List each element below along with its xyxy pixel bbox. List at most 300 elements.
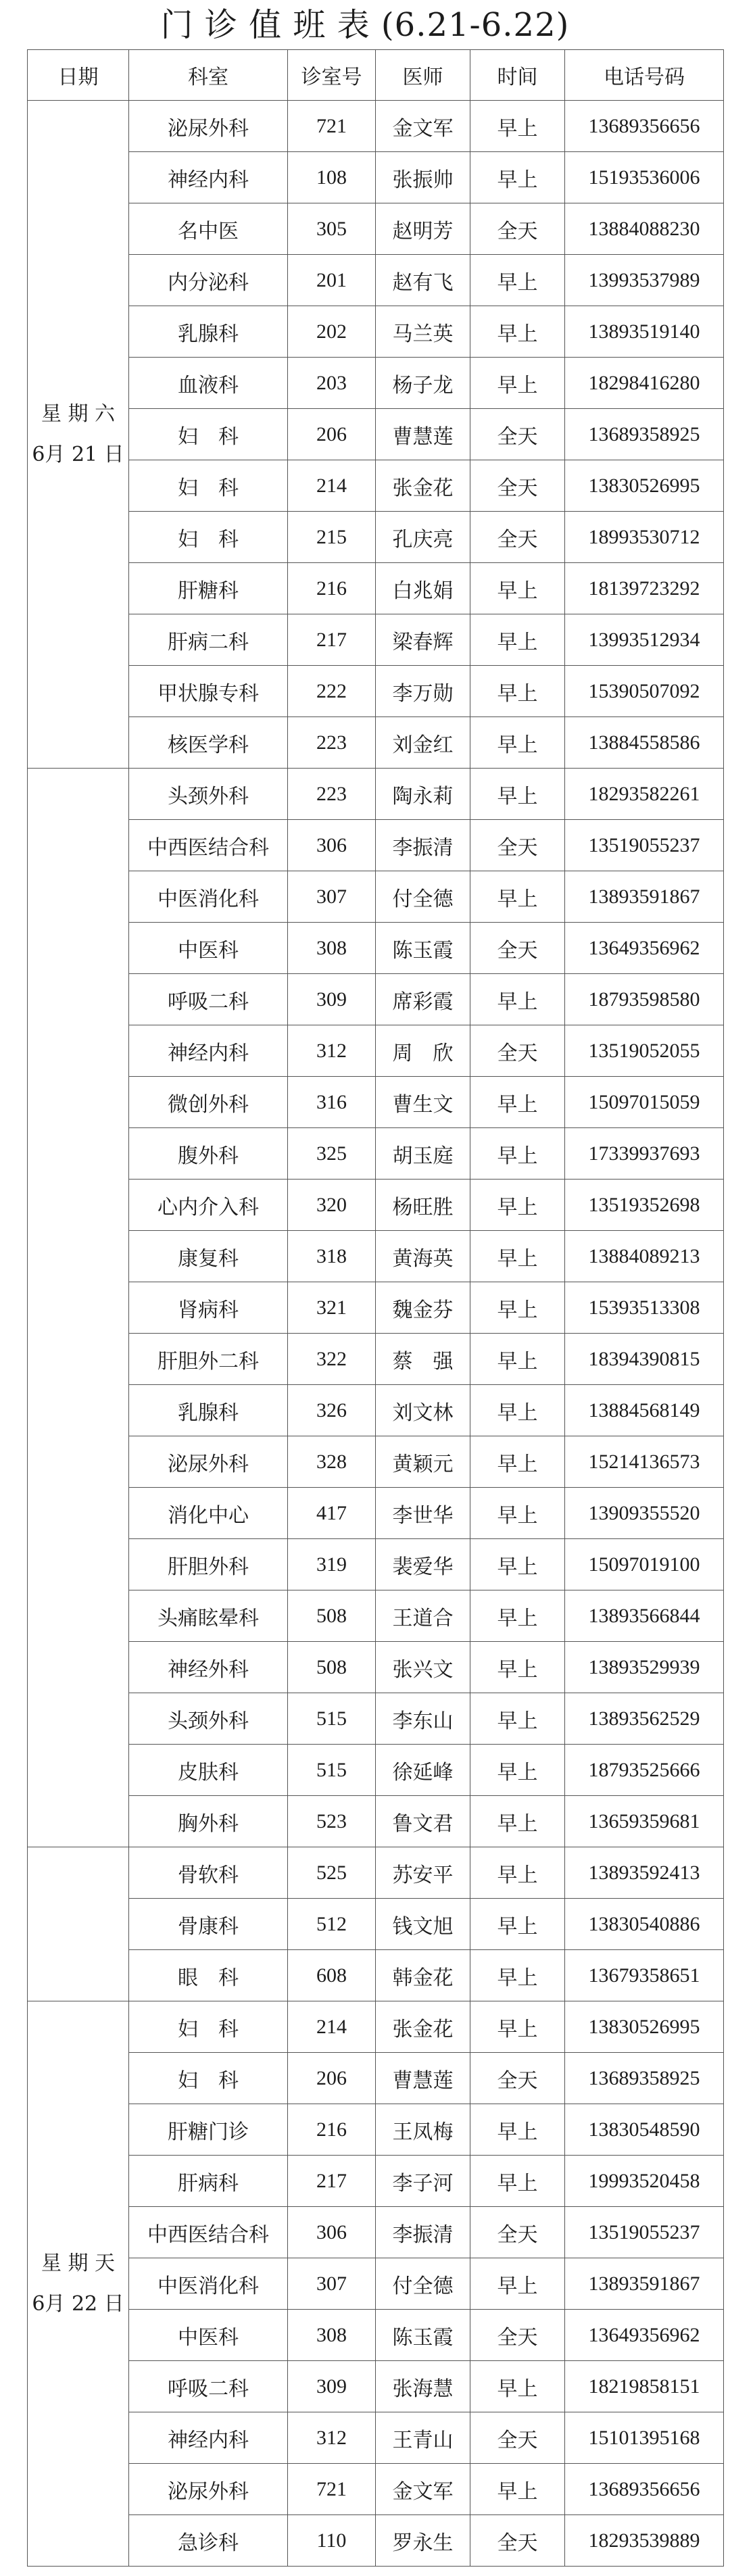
table-row [28,2053,724,2104]
time-cell: 全天 [470,820,565,871]
department-cell: 泌尿外科 [129,1436,288,1488]
department-cell: 神经外科 [129,1642,288,1693]
department-cell: 泌尿外科 [129,101,288,152]
department-cell: 腹外科 [129,1128,288,1180]
department-cell: 眼 科 [129,1950,288,2001]
room-cell: 202 [288,306,376,358]
room-cell: 203 [288,358,376,409]
phone-cell: 15214136573 [565,1436,724,1488]
time-cell: 早上 [470,974,565,1025]
room-cell: 215 [288,512,376,563]
time-cell: 早上 [470,255,565,306]
day-cell [28,769,129,1847]
department-cell: 肝胆外科 [129,1539,288,1590]
phone-cell: 18993530712 [565,512,724,563]
room-cell: 110 [288,2515,376,2567]
room-cell: 305 [288,203,376,255]
phone-cell: 13893529939 [565,1642,724,1693]
time-cell: 早上 [470,152,565,203]
department-cell: 乳腺科 [129,1385,288,1436]
phone-cell: 13830548590 [565,2104,724,2156]
department-cell: 名中医 [129,203,288,255]
table-row [28,2258,724,2310]
phone-cell: 13993537989 [565,255,724,306]
doctor-cell: 孔庆亮 [376,512,470,563]
room-cell: 307 [288,2258,376,2310]
room-cell: 417 [288,1488,376,1539]
department-cell: 胸外科 [129,1796,288,1847]
doctor-cell: 周 欣 [376,1025,470,1077]
table-row [28,255,724,306]
doctor-cell: 蔡 强 [376,1334,470,1385]
room-cell: 318 [288,1231,376,1282]
doctor-cell: 张金花 [376,2001,470,2053]
phone-cell: 13689358925 [565,409,724,460]
header-department: 科室 [129,50,288,101]
room-cell: 512 [288,1899,376,1950]
department-cell: 急诊科 [129,2515,288,2567]
table-row [28,1334,724,1385]
header-phone: 电话号码 [565,50,724,101]
table-row [28,923,724,974]
room-cell: 308 [288,923,376,974]
department-cell: 妇 科 [129,409,288,460]
department-cell: 妇 科 [129,2001,288,2053]
doctor-cell: 金文军 [376,2464,470,2515]
table-row [28,1231,724,1282]
department-cell: 妇 科 [129,460,288,512]
table-row [28,614,724,666]
phone-cell: 13679358651 [565,1950,724,2001]
table-row [28,1642,724,1693]
department-cell: 中西医结合科 [129,2207,288,2258]
doctor-cell: 刘金红 [376,717,470,769]
table-row [28,460,724,512]
department-cell: 妇 科 [129,2053,288,2104]
room-cell: 309 [288,974,376,1025]
room-cell: 216 [288,2104,376,2156]
time-cell: 早上 [470,1950,565,2001]
room-cell: 328 [288,1436,376,1488]
doctor-cell: 李子河 [376,2156,470,2207]
time-cell: 全天 [470,1025,565,1077]
department-cell: 中医消化科 [129,871,288,923]
phone-cell: 19993520458 [565,2156,724,2207]
table-row [28,769,724,820]
table-row [28,512,724,563]
doctor-cell: 李东山 [376,1693,470,1745]
room-cell: 217 [288,614,376,666]
doctor-cell: 韩金花 [376,1950,470,2001]
department-cell: 呼吸二科 [129,2361,288,2412]
department-cell: 神经内科 [129,152,288,203]
time-cell: 早上 [470,2001,565,2053]
doctor-cell: 李振清 [376,2207,470,2258]
table-row [28,1385,724,1436]
table-row [28,1180,724,1231]
doctor-cell: 赵明芳 [376,203,470,255]
table-row [28,1077,724,1128]
time-cell: 早上 [470,614,565,666]
department-cell: 呼吸二科 [129,974,288,1025]
phone-cell: 13519052055 [565,1025,724,1077]
time-cell: 全天 [470,923,565,974]
phone-cell: 13649356962 [565,2310,724,2361]
duty-roster-table [27,49,724,2567]
table-row [28,101,724,152]
phone-cell: 15193536006 [565,152,724,203]
phone-cell: 13519055237 [565,820,724,871]
phone-cell: 15393513308 [565,1282,724,1334]
day-cell [28,101,129,769]
time-cell: 早上 [470,1693,565,1745]
phone-cell: 18293582261 [565,769,724,820]
doctor-cell: 徐延峰 [376,1745,470,1796]
doctor-cell: 王青山 [376,2412,470,2464]
department-cell: 心内介入科 [129,1180,288,1231]
header-doctor: 医师 [376,50,470,101]
day-label: 星 期 天 [41,2251,116,2275]
time-cell: 早上 [470,2156,565,2207]
time-cell: 早上 [470,1488,565,1539]
phone-cell: 13884568149 [565,1385,724,1436]
day-label: 星 期 六 [41,402,116,426]
phone-cell: 13893562529 [565,1693,724,1745]
room-cell: 222 [288,666,376,717]
doctor-cell: 张金花 [376,460,470,512]
time-cell: 早上 [470,1899,565,1950]
table-row [28,717,724,769]
doctor-cell: 赵有飞 [376,255,470,306]
doctor-cell: 曹生文 [376,1077,470,1128]
phone-cell: 13830540886 [565,1899,724,1950]
room-cell: 721 [288,2464,376,2515]
time-cell: 早上 [470,1436,565,1488]
table-row [28,1282,724,1334]
time-cell: 早上 [470,1642,565,1693]
room-cell: 223 [288,717,376,769]
room-cell: 608 [288,1950,376,2001]
department-cell: 中医消化科 [129,2258,288,2310]
room-cell: 308 [288,2310,376,2361]
time-cell: 全天 [470,512,565,563]
department-cell: 中西医结合科 [129,820,288,871]
time-cell: 早上 [470,666,565,717]
doctor-cell: 罗永生 [376,2515,470,2567]
phone-cell: 18394390815 [565,1334,724,1385]
time-cell: 早上 [470,1334,565,1385]
table-row [28,409,724,460]
doctor-cell: 白兆娟 [376,563,470,614]
time-cell: 全天 [470,203,565,255]
department-cell: 妇 科 [129,512,288,563]
doctor-cell: 胡玉庭 [376,1128,470,1180]
phone-cell: 13830526995 [565,460,724,512]
table-row [28,1950,724,2001]
table-row [28,2515,724,2567]
time-cell: 早上 [470,1077,565,1128]
room-cell: 320 [288,1180,376,1231]
header-time: 时间 [470,50,565,101]
room-cell: 216 [288,563,376,614]
phone-cell: 13884558586 [565,717,724,769]
doctor-cell: 魏金芬 [376,1282,470,1334]
table-row [28,2310,724,2361]
table-row [28,1488,724,1539]
time-cell: 早上 [470,2464,565,2515]
department-cell: 甲状腺专科 [129,666,288,717]
header-date: 日期 [28,50,129,101]
time-cell: 全天 [470,2515,565,2567]
department-cell: 骨康科 [129,1899,288,1950]
table-row [28,974,724,1025]
phone-cell: 13659359681 [565,1796,724,1847]
room-cell: 206 [288,2053,376,2104]
time-cell: 早上 [470,306,565,358]
doctor-cell: 王道合 [376,1590,470,1642]
room-cell: 321 [288,1282,376,1334]
table-row [28,871,724,923]
room-cell: 525 [288,1847,376,1899]
room-cell: 312 [288,2412,376,2464]
doctor-cell: 王凤梅 [376,2104,470,2156]
room-cell: 306 [288,2207,376,2258]
table-row [28,2464,724,2515]
phone-cell: 13884088230 [565,203,724,255]
table-row [28,358,724,409]
department-cell: 头颈外科 [129,769,288,820]
phone-cell: 13689356656 [565,101,724,152]
table-row [28,152,724,203]
department-cell: 微创外科 [129,1077,288,1128]
phone-cell: 13893519140 [565,306,724,358]
doctor-cell: 杨子龙 [376,358,470,409]
phone-cell: 13993512934 [565,614,724,666]
room-cell: 316 [288,1077,376,1128]
department-cell: 乳腺科 [129,306,288,358]
room-cell: 217 [288,2156,376,2207]
day-label: 6月 22 日 [32,2291,124,2316]
department-cell: 肝糖门诊 [129,2104,288,2156]
time-cell: 早上 [470,563,565,614]
doctor-cell: 付全德 [376,871,470,923]
doctor-cell: 付全德 [376,2258,470,2310]
doctor-cell: 席彩霞 [376,974,470,1025]
phone-cell: 18298416280 [565,358,724,409]
table-row [28,666,724,717]
time-cell: 早上 [470,1128,565,1180]
doctor-cell: 苏安平 [376,1847,470,1899]
table-row [28,820,724,871]
phone-cell: 15097019100 [565,1539,724,1590]
room-cell: 312 [288,1025,376,1077]
phone-cell: 13893592413 [565,1847,724,1899]
phone-cell: 18793525666 [565,1745,724,1796]
room-cell: 309 [288,2361,376,2412]
time-cell: 全天 [470,2412,565,2464]
doctor-cell: 李振清 [376,820,470,871]
doctor-cell: 杨旺胜 [376,1180,470,1231]
table-row [28,1128,724,1180]
room-cell: 201 [288,255,376,306]
table-row [28,1539,724,1590]
doctor-cell: 李世华 [376,1488,470,1539]
doctor-cell: 马兰英 [376,306,470,358]
table-row [28,2001,724,2053]
phone-cell: 13830526995 [565,2001,724,2053]
time-cell: 早上 [470,1180,565,1231]
phone-cell: 13649356962 [565,923,724,974]
department-cell: 内分泌科 [129,255,288,306]
phone-cell: 18293539889 [565,2515,724,2567]
room-cell: 523 [288,1796,376,1847]
phone-cell: 13893566844 [565,1590,724,1642]
room-cell: 319 [288,1539,376,1590]
department-cell: 肾病科 [129,1282,288,1334]
doctor-cell: 陶永莉 [376,769,470,820]
phone-cell: 13893591867 [565,871,724,923]
room-cell: 721 [288,101,376,152]
phone-cell: 18139723292 [565,563,724,614]
doctor-cell: 陈玉霞 [376,923,470,974]
phone-cell: 15101395168 [565,2412,724,2464]
department-cell: 肝病二科 [129,614,288,666]
department-cell: 头颈外科 [129,1693,288,1745]
department-cell: 肝病科 [129,2156,288,2207]
department-cell: 肝胆外二科 [129,1334,288,1385]
doctor-cell: 曹慧莲 [376,2053,470,2104]
phone-cell: 17339937693 [565,1128,724,1180]
table-row [28,1693,724,1745]
department-cell: 中医科 [129,923,288,974]
time-cell: 早上 [470,1282,565,1334]
room-cell: 307 [288,871,376,923]
phone-cell: 13884089213 [565,1231,724,1282]
time-cell: 早上 [470,1745,565,1796]
time-cell: 早上 [470,769,565,820]
department-cell: 神经内科 [129,2412,288,2464]
table-row [28,563,724,614]
doctor-cell: 曹慧莲 [376,409,470,460]
department-cell: 神经内科 [129,1025,288,1077]
room-cell: 306 [288,820,376,871]
time-cell: 全天 [470,2207,565,2258]
department-cell: 骨软科 [129,1847,288,1899]
day-cell [28,1847,129,2001]
department-cell: 皮肤科 [129,1745,288,1796]
time-cell: 早上 [470,717,565,769]
doctor-cell: 张振帅 [376,152,470,203]
time-cell: 早上 [470,101,565,152]
doctor-cell: 张海慧 [376,2361,470,2412]
time-cell: 早上 [470,1590,565,1642]
roster-body [28,101,724,2567]
room-cell: 325 [288,1128,376,1180]
time-cell: 早上 [470,2258,565,2310]
time-cell: 全天 [470,460,565,512]
department-cell: 消化中心 [129,1488,288,1539]
doctor-cell: 张兴文 [376,1642,470,1693]
room-cell: 508 [288,1590,376,1642]
time-cell: 早上 [470,1796,565,1847]
phone-cell: 13689356656 [565,2464,724,2515]
table-row [28,1025,724,1077]
phone-cell: 15097015059 [565,1077,724,1128]
doctor-cell: 黄颖元 [376,1436,470,1488]
table-row [28,1436,724,1488]
time-cell: 早上 [470,2361,565,2412]
department-cell: 中医科 [129,2310,288,2361]
phone-cell: 18793598580 [565,974,724,1025]
department-cell: 康复科 [129,1231,288,1282]
time-cell: 早上 [470,1847,565,1899]
department-cell: 核医学科 [129,717,288,769]
table-row [28,2412,724,2464]
table-row [28,1796,724,1847]
table-row [28,2104,724,2156]
time-cell: 全天 [470,2310,565,2361]
time-cell: 全天 [470,2053,565,2104]
doctor-cell: 刘文林 [376,1385,470,1436]
doctor-cell: 鲁文君 [376,1796,470,1847]
day-label: 6月 21 日 [32,442,124,466]
doctor-cell: 黄海英 [376,1231,470,1282]
department-cell: 血液科 [129,358,288,409]
room-cell: 508 [288,1642,376,1693]
phone-cell: 13893591867 [565,2258,724,2310]
room-cell: 206 [288,409,376,460]
time-cell: 早上 [470,1231,565,1282]
phone-cell: 13909355520 [565,1488,724,1539]
header-room: 诊室号 [288,50,376,101]
phone-cell: 13689358925 [565,2053,724,2104]
table-row [28,1899,724,1950]
time-cell: 早上 [470,2104,565,2156]
time-cell: 早上 [470,1385,565,1436]
day-cell [28,2001,129,2567]
page-title: 门 诊 值 班 表 (6.21-6.22) [160,6,570,44]
room-cell: 223 [288,769,376,820]
department-cell: 泌尿外科 [129,2464,288,2515]
table-row [28,203,724,255]
doctor-cell: 金文军 [376,101,470,152]
room-cell: 322 [288,1334,376,1385]
phone-cell: 13519055237 [565,2207,724,2258]
table-row [28,1590,724,1642]
phone-cell: 15390507092 [565,666,724,717]
department-cell: 头痛眩晕科 [129,1590,288,1642]
department-cell: 肝糖科 [129,563,288,614]
time-cell: 早上 [470,1539,565,1590]
room-cell: 108 [288,152,376,203]
room-cell: 214 [288,2001,376,2053]
room-cell: 515 [288,1693,376,1745]
doctor-cell: 李万勋 [376,666,470,717]
header-row [28,50,724,101]
table-row [28,306,724,358]
doctor-cell: 陈玉霞 [376,2310,470,2361]
table-row [28,2207,724,2258]
room-cell: 214 [288,460,376,512]
phone-cell: 13519352698 [565,1180,724,1231]
time-cell: 全天 [470,409,565,460]
room-cell: 515 [288,1745,376,1796]
table-row [28,1847,724,1899]
doctor-cell: 钱文旭 [376,1899,470,1950]
table-row [28,1745,724,1796]
doctor-cell: 裴爱华 [376,1539,470,1590]
doctor-cell: 梁春辉 [376,614,470,666]
